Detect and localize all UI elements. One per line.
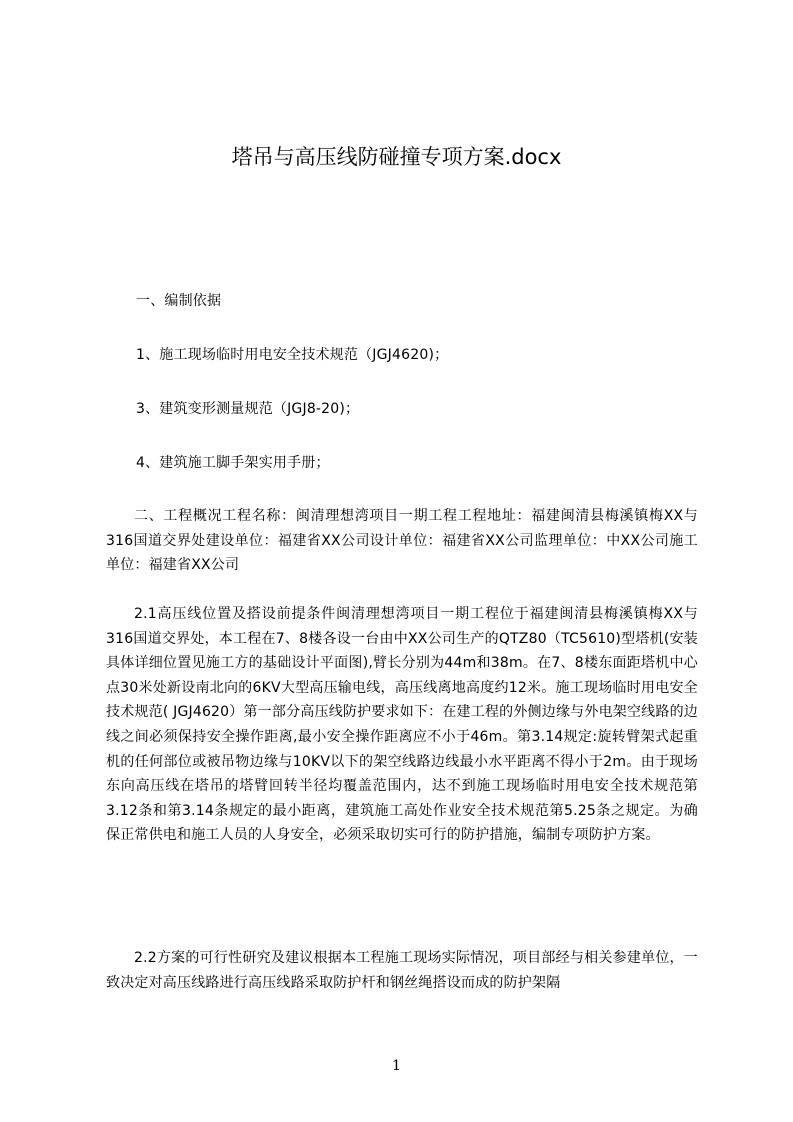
page-number: 1 xyxy=(392,1058,401,1074)
project-overview-paragraph: 二、工程概况工程名称：闽清理想湾项目一期工程工程地址：福建闽清县梅溪镇梅XX与316国道交界处建设单位：福建省XX公司设计单位：福建省XX公司监理单位：中XX公司施工单位：福建省XX公司 xyxy=(106,508,698,574)
basis-item-1: 1、施工现场临时用电安全技术规范（JGJ4620)； xyxy=(136,347,449,363)
section-2-1-paragraph: 2.1高压线位置及搭设前提条件闽清理想湾项目一期工程位于福建闽清县梅溪镇梅XX与316国道交界处，本工程在7、8楼各设一台由中XX公司生产的QTZ80（TC5610)型塔机(安装具体详细位置见施工方的基础设计平面图),臂长分别为44m和38m。在7、8楼东面距塔机中心点30米处新设南北向的6KV大型高压输电线，高压线离地高度约12米。施工现场临时用电安全技术规范( JGJ4620）第一部分高压线防护要求如下：在建工程的外侧边缘与外电架空线路的边线之间必须保持安全操作距离,最小安全操作距离应不小于46m。第3.14规定:旋转臂架式起重机的任何部位或被吊物边缘与10KV以下的架空线路边线最小水平距离不得小于2m。由于现场东向高压线在塔吊的塔臂回转半径均覆盖范围内，达不到施工现场临时用电安全技术规范第3.12条和第3.14条规定的最小距离，建筑施工高处作业安全技术规范第5.25条之规定。为确保正常供电和施工人员的人身安全，必须采取切实可行的防护措施，编制专项防护方案。 xyxy=(106,606,698,844)
basis-item-4: 4、建筑施工脚手架实用手册； xyxy=(136,455,330,471)
basis-item-3: 3、建筑变形测量规范（JGJ8-20)； xyxy=(136,401,360,417)
document-title: 塔吊与高压线防碰撞专项方案.docx xyxy=(231,145,562,169)
section-2-2-paragraph: 2.2方案的可行性研究及建议根据本工程施工现场实际情况，项目部经与相关参建单位，一致决定对高压线路进行高压线路采取防护杆和钢丝绳搭设而成的防护架隔 xyxy=(106,950,698,991)
section-heading-basis: 一、编制依据 xyxy=(136,293,222,309)
